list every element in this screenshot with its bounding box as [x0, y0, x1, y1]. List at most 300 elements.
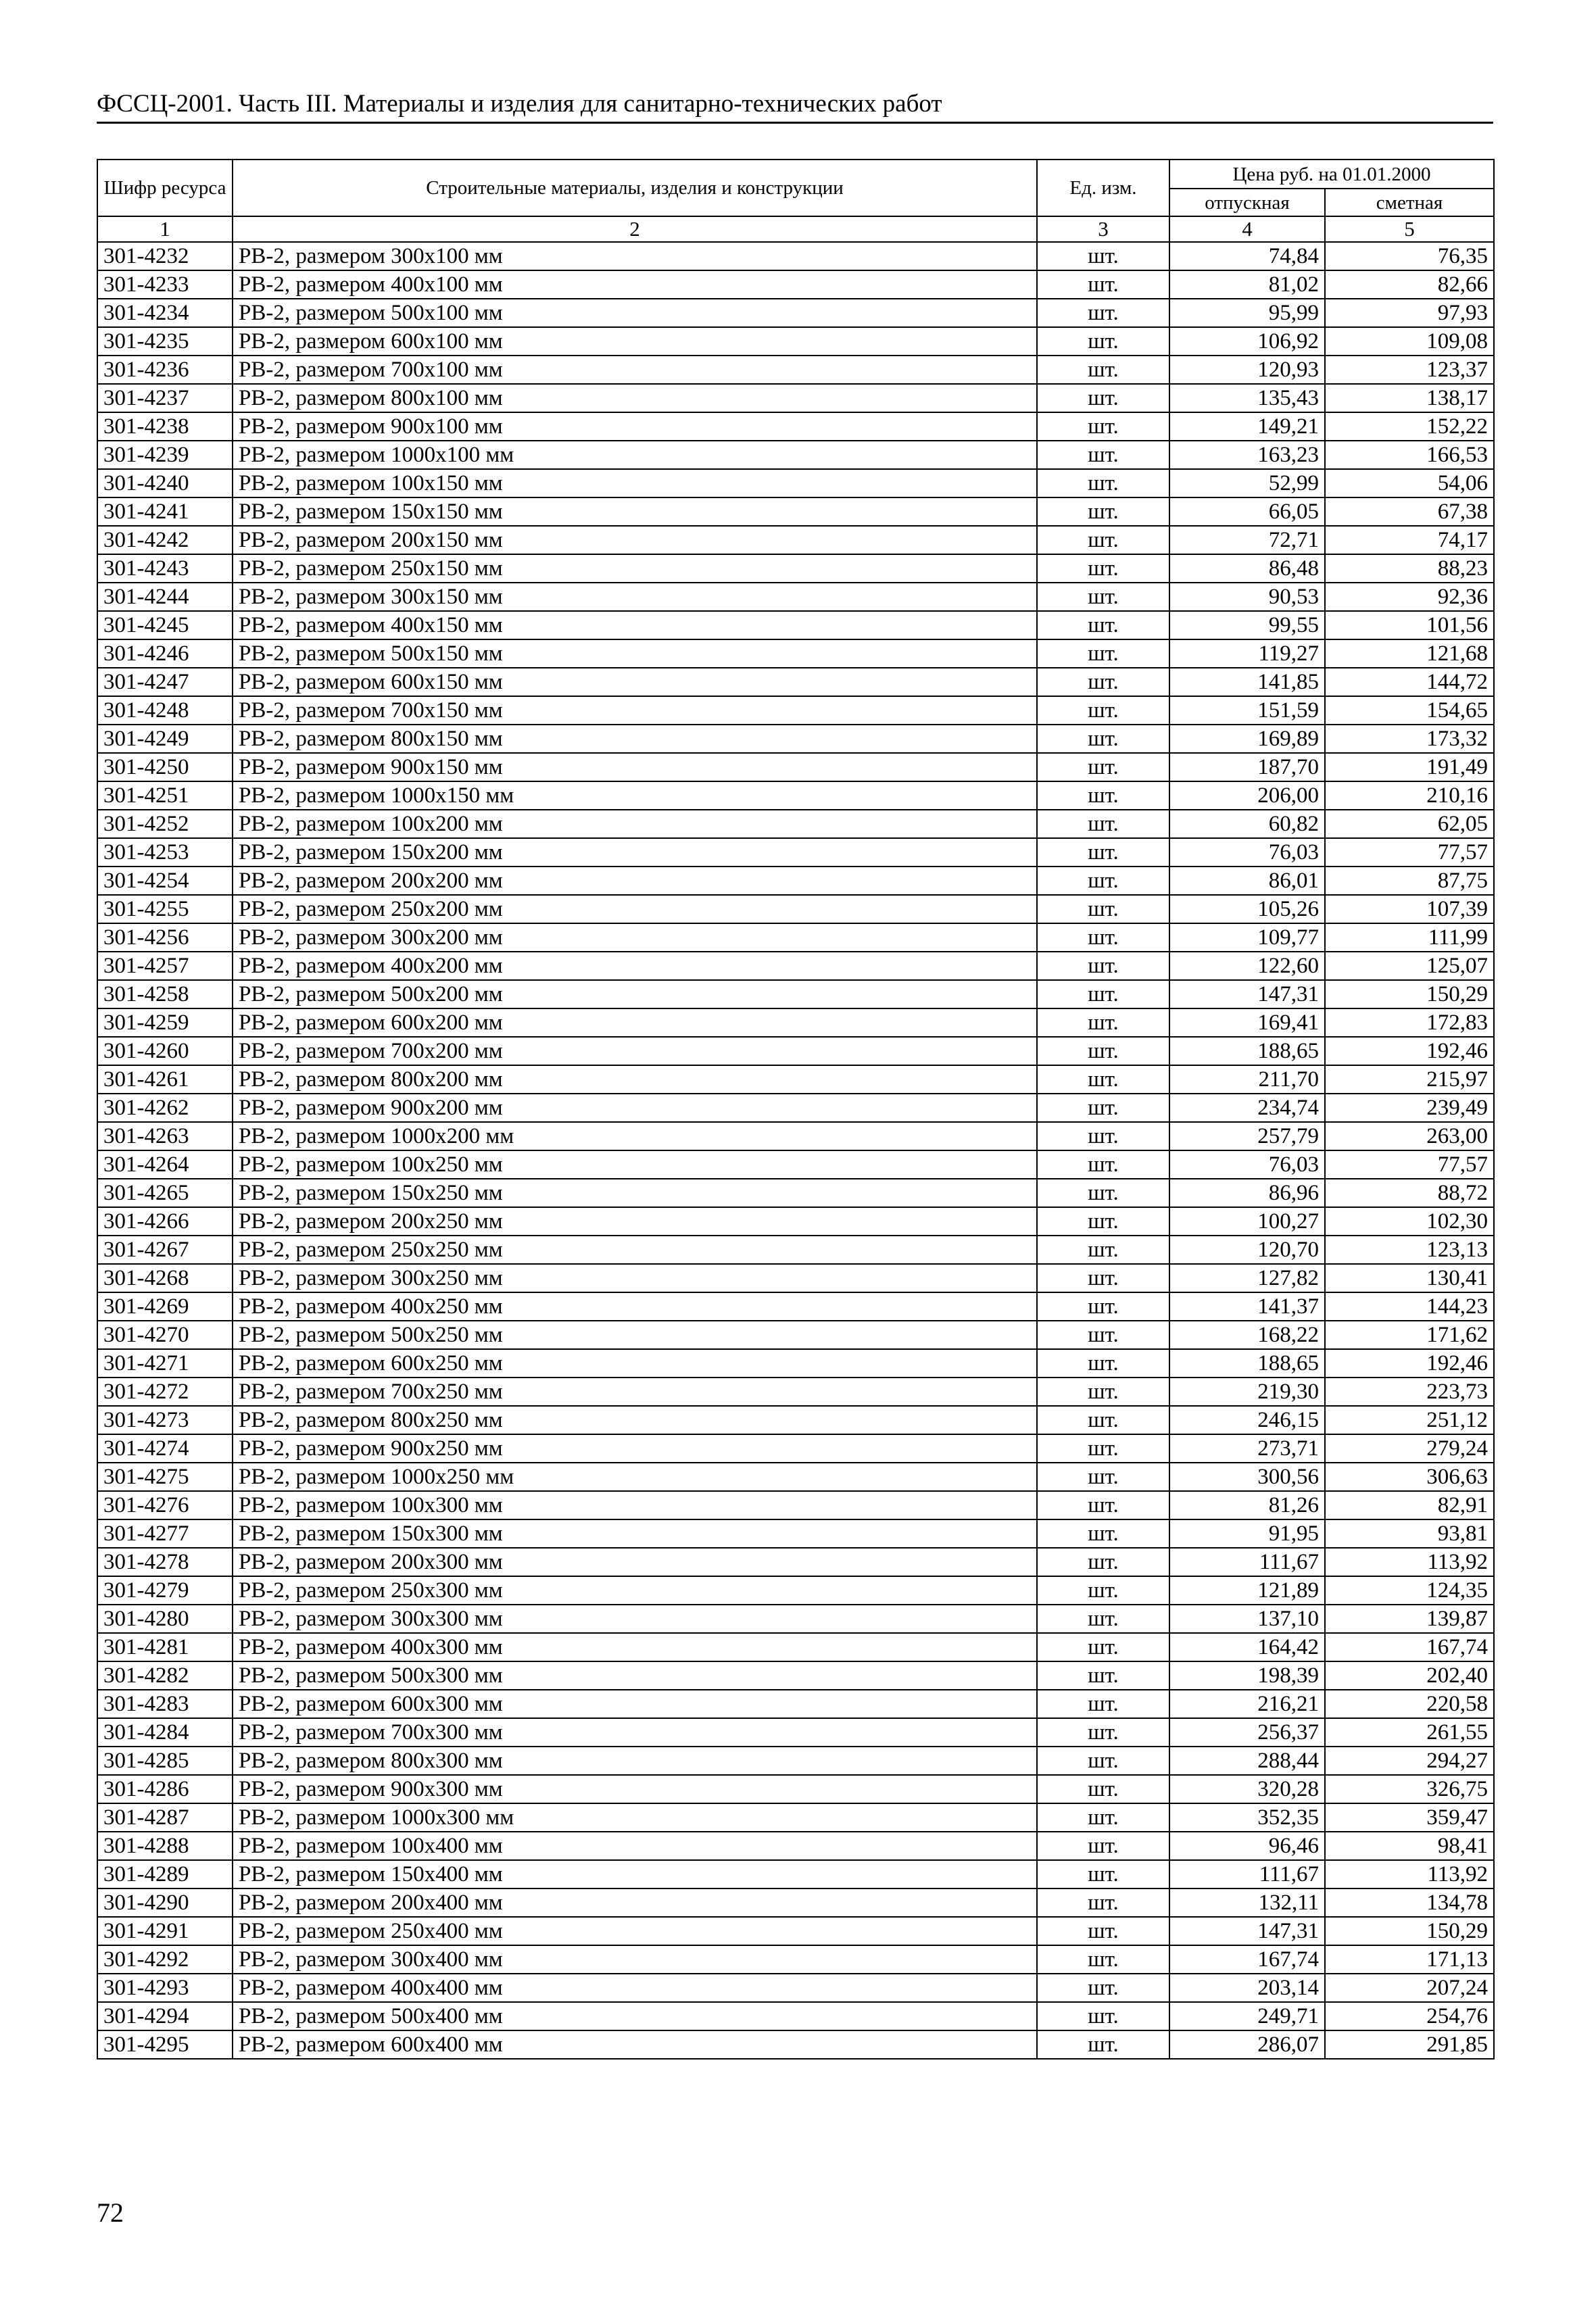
table-row: [97, 696, 1494, 725]
estimate-price: 113,92: [1325, 1860, 1494, 1888]
table-row: [97, 838, 1494, 867]
column-header-code: Шифр ресурса: [97, 160, 233, 216]
material-name: РВ-2, размером 600х250 мм: [233, 1349, 1037, 1378]
release-price: 256,37: [1169, 1718, 1325, 1747]
estimate-price: 191,49: [1325, 753, 1494, 781]
resource-code: 301-4251: [97, 781, 233, 810]
release-price: 74,84: [1169, 242, 1325, 270]
estimate-price: 171,13: [1325, 1945, 1494, 1974]
unit: шт.: [1037, 1775, 1169, 1803]
material-name: РВ-2, размером 300х250 мм: [233, 1264, 1037, 1292]
resource-code: 301-4261: [97, 1065, 233, 1094]
release-price: 119,27: [1169, 639, 1325, 668]
table-row: [97, 867, 1494, 895]
material-name: РВ-2, размером 300х200 мм: [233, 923, 1037, 952]
unit: шт.: [1037, 1434, 1169, 1463]
material-name: РВ-2, размером 250х150 мм: [233, 554, 1037, 583]
unit: шт.: [1037, 1321, 1169, 1349]
resource-code: 301-4249: [97, 725, 233, 753]
material-name: РВ-2, размером 300х100 мм: [233, 242, 1037, 270]
material-name: РВ-2, размером 800х200 мм: [233, 1065, 1037, 1094]
resource-code: 301-4243: [97, 554, 233, 583]
column-header-price: Цена руб. на 01.01.2000: [1169, 160, 1494, 189]
resource-code: 301-4252: [97, 810, 233, 838]
resource-code: 301-4288: [97, 1832, 233, 1860]
resource-code: 301-4255: [97, 895, 233, 923]
material-name: РВ-2, размером 100х400 мм: [233, 1832, 1037, 1860]
estimate-price: 239,49: [1325, 1094, 1494, 1122]
table-row: [97, 1264, 1494, 1292]
release-price: 120,93: [1169, 356, 1325, 384]
material-name: РВ-2, размером 100х150 мм: [233, 469, 1037, 497]
release-price: 86,96: [1169, 1179, 1325, 1207]
estimate-price: 102,30: [1325, 1207, 1494, 1236]
table-row: [97, 1236, 1494, 1264]
material-name: РВ-2, размером 250х200 мм: [233, 895, 1037, 923]
resource-code: 301-4259: [97, 1008, 233, 1037]
release-price: 188,65: [1169, 1037, 1325, 1065]
release-price: 127,82: [1169, 1264, 1325, 1292]
table-row: [97, 1179, 1494, 1207]
resource-code: 301-4283: [97, 1690, 233, 1718]
release-price: 188,65: [1169, 1349, 1325, 1378]
table-row: [97, 1065, 1494, 1094]
unit: шт.: [1037, 583, 1169, 611]
unit: шт.: [1037, 384, 1169, 412]
page-title: ФССЦ-2001. Часть III. Материалы и изделия для санитарно-технических работ: [97, 90, 942, 118]
release-price: 76,03: [1169, 838, 1325, 867]
release-price: 91,95: [1169, 1519, 1325, 1548]
unit: шт.: [1037, 327, 1169, 356]
table-row: [97, 810, 1494, 838]
release-price: 206,00: [1169, 781, 1325, 810]
material-name: РВ-2, размером 400х200 мм: [233, 952, 1037, 980]
release-price: 86,48: [1169, 554, 1325, 583]
resource-code: 301-4278: [97, 1548, 233, 1576]
unit: шт.: [1037, 2002, 1169, 2030]
unit: шт.: [1037, 412, 1169, 441]
material-name: РВ-2, размером 500х150 мм: [233, 639, 1037, 668]
material-name: РВ-2, размером 700х250 мм: [233, 1378, 1037, 1406]
estimate-price: 359,47: [1325, 1803, 1494, 1832]
release-price: 122,60: [1169, 952, 1325, 980]
unit: шт.: [1037, 1519, 1169, 1548]
resource-code: 301-4270: [97, 1321, 233, 1349]
table-row: [97, 1690, 1494, 1718]
estimate-price: 98,41: [1325, 1832, 1494, 1860]
estimate-price: 261,55: [1325, 1718, 1494, 1747]
unit: шт.: [1037, 1548, 1169, 1576]
unit: шт.: [1037, 1406, 1169, 1434]
table-row: [97, 1037, 1494, 1065]
material-name: РВ-2, размером 100х250 мм: [233, 1150, 1037, 1179]
resource-code: 301-4276: [97, 1491, 233, 1519]
table-row: [97, 1803, 1494, 1832]
material-name: РВ-2, размером 300х150 мм: [233, 583, 1037, 611]
table-row: [97, 952, 1494, 980]
unit: шт.: [1037, 1094, 1169, 1122]
unit: шт.: [1037, 980, 1169, 1008]
resource-code: 301-4293: [97, 1974, 233, 2002]
estimate-price: 254,76: [1325, 2002, 1494, 2030]
table-row: [97, 895, 1494, 923]
unit: шт.: [1037, 1945, 1169, 1974]
unit: шт.: [1037, 1236, 1169, 1264]
table-row: [97, 1775, 1494, 1803]
release-price: 121,89: [1169, 1576, 1325, 1605]
price-table-body: [97, 242, 1494, 2059]
unit: шт.: [1037, 1292, 1169, 1321]
estimate-price: 54,06: [1325, 469, 1494, 497]
release-price: 246,15: [1169, 1406, 1325, 1434]
estimate-price: 144,72: [1325, 668, 1494, 696]
page-number: 72: [97, 2197, 124, 2228]
material-name: РВ-2, размером 900х200 мм: [233, 1094, 1037, 1122]
unit: шт.: [1037, 639, 1169, 668]
unit: шт.: [1037, 1803, 1169, 1832]
estimate-price: 251,12: [1325, 1406, 1494, 1434]
estimate-price: 74,17: [1325, 526, 1494, 554]
release-price: 187,70: [1169, 753, 1325, 781]
release-price: 52,99: [1169, 469, 1325, 497]
estimate-price: 92,36: [1325, 583, 1494, 611]
release-price: 60,82: [1169, 810, 1325, 838]
estimate-price: 111,99: [1325, 923, 1494, 952]
unit: шт.: [1037, 554, 1169, 583]
table-row: [97, 2002, 1494, 2030]
estimate-price: 88,23: [1325, 554, 1494, 583]
release-price: 137,10: [1169, 1605, 1325, 1633]
table-row: [97, 1519, 1494, 1548]
material-name: РВ-2, размером 1000х250 мм: [233, 1463, 1037, 1491]
material-name: РВ-2, размером 250х300 мм: [233, 1576, 1037, 1605]
resource-code: 301-4247: [97, 668, 233, 696]
release-price: 81,02: [1169, 270, 1325, 299]
resource-code: 301-4266: [97, 1207, 233, 1236]
estimate-price: 130,41: [1325, 1264, 1494, 1292]
table-row: [97, 1747, 1494, 1775]
resource-code: 301-4286: [97, 1775, 233, 1803]
material-name: РВ-2, размером 200х150 мм: [233, 526, 1037, 554]
table-row: [97, 497, 1494, 526]
release-price: 352,35: [1169, 1803, 1325, 1832]
release-price: 169,41: [1169, 1008, 1325, 1037]
estimate-price: 123,13: [1325, 1236, 1494, 1264]
unit: шт.: [1037, 1718, 1169, 1747]
table-row: [97, 1378, 1494, 1406]
table-row: [97, 1718, 1494, 1747]
material-name: РВ-2, размером 150х300 мм: [233, 1519, 1037, 1548]
unit: шт.: [1037, 356, 1169, 384]
material-name: РВ-2, размером 700х100 мм: [233, 356, 1037, 384]
table-row: [97, 384, 1494, 412]
release-price: 120,70: [1169, 1236, 1325, 1264]
table-row: [97, 1917, 1494, 1945]
resource-code: 301-4275: [97, 1463, 233, 1491]
header-divider: [97, 122, 1493, 124]
material-name: РВ-2, размером 150х150 мм: [233, 497, 1037, 526]
resource-code: 301-4258: [97, 980, 233, 1008]
release-price: 211,70: [1169, 1065, 1325, 1094]
estimate-price: 82,91: [1325, 1491, 1494, 1519]
material-name: РВ-2, размером 1000х200 мм: [233, 1122, 1037, 1150]
release-price: 198,39: [1169, 1661, 1325, 1690]
unit: шт.: [1037, 1747, 1169, 1775]
resource-code: 301-4284: [97, 1718, 233, 1747]
column-header-estimate-price: сметная: [1325, 189, 1494, 216]
release-price: 66,05: [1169, 497, 1325, 526]
unit: шт.: [1037, 696, 1169, 725]
release-price: 141,37: [1169, 1292, 1325, 1321]
estimate-price: 166,53: [1325, 441, 1494, 469]
material-name: РВ-2, размером 100х200 мм: [233, 810, 1037, 838]
unit: шт.: [1037, 1690, 1169, 1718]
release-price: 288,44: [1169, 1747, 1325, 1775]
release-price: 249,71: [1169, 2002, 1325, 2030]
estimate-price: 109,08: [1325, 327, 1494, 356]
unit: шт.: [1037, 1832, 1169, 1860]
resource-code: 301-4239: [97, 441, 233, 469]
material-name: РВ-2, размером 250х400 мм: [233, 1917, 1037, 1945]
release-price: 149,21: [1169, 412, 1325, 441]
table-row: [97, 1548, 1494, 1576]
resource-code: 301-4235: [97, 327, 233, 356]
estimate-price: 263,00: [1325, 1122, 1494, 1150]
unit: шт.: [1037, 1378, 1169, 1406]
resource-code: 301-4254: [97, 867, 233, 895]
resource-code: 301-4241: [97, 497, 233, 526]
table-row: [97, 327, 1494, 356]
material-name: РВ-2, размером 1000х150 мм: [233, 781, 1037, 810]
resource-code: 301-4269: [97, 1292, 233, 1321]
resource-code: 301-4271: [97, 1349, 233, 1378]
material-name: РВ-2, размером 500х200 мм: [233, 980, 1037, 1008]
release-price: 164,42: [1169, 1633, 1325, 1661]
release-price: 90,53: [1169, 583, 1325, 611]
table-row: [97, 1605, 1494, 1633]
table-row: [97, 2030, 1494, 2059]
column-number: 2: [233, 216, 1037, 242]
material-name: РВ-2, размером 700х150 мм: [233, 696, 1037, 725]
table-row: [97, 1633, 1494, 1661]
estimate-price: 97,93: [1325, 299, 1494, 327]
table-row: [97, 242, 1494, 270]
resource-code: 301-4277: [97, 1519, 233, 1548]
resource-code: 301-4289: [97, 1860, 233, 1888]
resource-code: 301-4237: [97, 384, 233, 412]
resource-code: 301-4295: [97, 2030, 233, 2059]
table-row: [97, 753, 1494, 781]
table-row: [97, 1463, 1494, 1491]
table-row: [97, 1406, 1494, 1434]
table-row: [97, 1576, 1494, 1605]
resource-code: 301-4242: [97, 526, 233, 554]
release-price: 167,74: [1169, 1945, 1325, 1974]
unit: шт.: [1037, 895, 1169, 923]
material-name: РВ-2, размером 900х100 мм: [233, 412, 1037, 441]
release-price: 219,30: [1169, 1378, 1325, 1406]
table-row: [97, 1008, 1494, 1037]
resource-code: 301-4290: [97, 1888, 233, 1917]
estimate-price: 306,63: [1325, 1463, 1494, 1491]
release-price: 147,31: [1169, 1917, 1325, 1945]
unit: шт.: [1037, 753, 1169, 781]
release-price: 320,28: [1169, 1775, 1325, 1803]
table-row: [97, 469, 1494, 497]
material-name: РВ-2, размером 400х300 мм: [233, 1633, 1037, 1661]
release-price: 168,22: [1169, 1321, 1325, 1349]
resource-code: 301-4292: [97, 1945, 233, 1974]
unit: шт.: [1037, 1491, 1169, 1519]
table-row: [97, 639, 1494, 668]
resource-code: 301-4285: [97, 1747, 233, 1775]
material-name: РВ-2, размером 500х100 мм: [233, 299, 1037, 327]
resource-code: 301-4272: [97, 1378, 233, 1406]
unit: шт.: [1037, 611, 1169, 639]
table-row: [97, 1349, 1494, 1378]
unit: шт.: [1037, 1860, 1169, 1888]
estimate-price: 125,07: [1325, 952, 1494, 980]
unit: шт.: [1037, 725, 1169, 753]
estimate-price: 150,29: [1325, 980, 1494, 1008]
material-name: РВ-2, размером 150х250 мм: [233, 1179, 1037, 1207]
release-price: 257,79: [1169, 1122, 1325, 1150]
table-row: [97, 299, 1494, 327]
material-name: РВ-2, размером 800х150 мм: [233, 725, 1037, 753]
material-name: РВ-2, размером 500х250 мм: [233, 1321, 1037, 1349]
material-name: РВ-2, размером 800х300 мм: [233, 1747, 1037, 1775]
resource-code: 301-4263: [97, 1122, 233, 1150]
resource-code: 301-4246: [97, 639, 233, 668]
material-name: РВ-2, размером 600х200 мм: [233, 1008, 1037, 1037]
unit: шт.: [1037, 1349, 1169, 1378]
table-row: [97, 441, 1494, 469]
release-price: 135,43: [1169, 384, 1325, 412]
release-price: 86,01: [1169, 867, 1325, 895]
unit: шт.: [1037, 2030, 1169, 2059]
resource-code: 301-4281: [97, 1633, 233, 1661]
release-price: 216,21: [1169, 1690, 1325, 1718]
estimate-price: 138,17: [1325, 384, 1494, 412]
release-price: 111,67: [1169, 1548, 1325, 1576]
release-price: 95,99: [1169, 299, 1325, 327]
release-price: 132,11: [1169, 1888, 1325, 1917]
material-name: РВ-2, размером 100х300 мм: [233, 1491, 1037, 1519]
unit: шт.: [1037, 1008, 1169, 1037]
release-price: 72,71: [1169, 526, 1325, 554]
material-name: РВ-2, размером 400х150 мм: [233, 611, 1037, 639]
table-row: [97, 1491, 1494, 1519]
resource-code: 301-4280: [97, 1605, 233, 1633]
unit: шт.: [1037, 1917, 1169, 1945]
material-name: РВ-2, размером 400х400 мм: [233, 1974, 1037, 2002]
table-row: [97, 668, 1494, 696]
table-row: [97, 526, 1494, 554]
estimate-price: 167,74: [1325, 1633, 1494, 1661]
resource-code: 301-4248: [97, 696, 233, 725]
release-price: 81,26: [1169, 1491, 1325, 1519]
estimate-price: 150,29: [1325, 1917, 1494, 1945]
estimate-price: 192,46: [1325, 1037, 1494, 1065]
estimate-price: 202,40: [1325, 1661, 1494, 1690]
material-name: РВ-2, размером 300х400 мм: [233, 1945, 1037, 1974]
material-name: РВ-2, размером 600х100 мм: [233, 327, 1037, 356]
estimate-price: 210,16: [1325, 781, 1494, 810]
release-price: 203,14: [1169, 1974, 1325, 2002]
unit: шт.: [1037, 923, 1169, 952]
resource-code: 301-4236: [97, 356, 233, 384]
material-name: РВ-2, размером 1000х300 мм: [233, 1803, 1037, 1832]
table-row: [97, 356, 1494, 384]
resource-code: 301-4233: [97, 270, 233, 299]
material-name: РВ-2, размером 600х400 мм: [233, 2030, 1037, 2059]
resource-code: 301-4232: [97, 242, 233, 270]
estimate-price: 152,22: [1325, 412, 1494, 441]
table-row: [97, 725, 1494, 753]
resource-code: 301-4256: [97, 923, 233, 952]
unit: шт.: [1037, 526, 1169, 554]
material-name: РВ-2, размером 200х400 мм: [233, 1888, 1037, 1917]
table-row: [97, 1974, 1494, 2002]
estimate-price: 107,39: [1325, 895, 1494, 923]
unit: шт.: [1037, 1122, 1169, 1150]
estimate-price: 215,97: [1325, 1065, 1494, 1094]
table-row: [97, 781, 1494, 810]
estimate-price: 82,66: [1325, 270, 1494, 299]
estimate-price: 101,56: [1325, 611, 1494, 639]
unit: шт.: [1037, 270, 1169, 299]
estimate-price: 223,73: [1325, 1378, 1494, 1406]
material-name: РВ-2, размером 800х250 мм: [233, 1406, 1037, 1434]
release-price: 99,55: [1169, 611, 1325, 639]
column-header-name: Строительные материалы, изделия и конструкции: [233, 160, 1037, 216]
release-price: 106,92: [1169, 327, 1325, 356]
release-price: 163,23: [1169, 441, 1325, 469]
material-name: РВ-2, размером 800х100 мм: [233, 384, 1037, 412]
estimate-price: 207,24: [1325, 1974, 1494, 2002]
column-header-release-price: отпускная: [1169, 189, 1325, 216]
material-name: РВ-2, размером 200х200 мм: [233, 867, 1037, 895]
resource-code: 301-4267: [97, 1236, 233, 1264]
table-row: [97, 1122, 1494, 1150]
release-price: 141,85: [1169, 668, 1325, 696]
unit: шт.: [1037, 668, 1169, 696]
release-price: 76,03: [1169, 1150, 1325, 1179]
release-price: 151,59: [1169, 696, 1325, 725]
material-name: РВ-2, размером 150х400 мм: [233, 1860, 1037, 1888]
table-row: [97, 1888, 1494, 1917]
column-number: 4: [1169, 216, 1325, 242]
estimate-price: 121,68: [1325, 639, 1494, 668]
material-name: РВ-2, размером 400х100 мм: [233, 270, 1037, 299]
estimate-price: 294,27: [1325, 1747, 1494, 1775]
release-price: 169,89: [1169, 725, 1325, 753]
release-price: 300,56: [1169, 1463, 1325, 1491]
table-row: [97, 1661, 1494, 1690]
unit: шт.: [1037, 952, 1169, 980]
material-name: РВ-2, размером 700х300 мм: [233, 1718, 1037, 1747]
table-row: [97, 583, 1494, 611]
unit: шт.: [1037, 1463, 1169, 1491]
estimate-price: 76,35: [1325, 242, 1494, 270]
estimate-price: 171,62: [1325, 1321, 1494, 1349]
material-name: РВ-2, размером 1000х100 мм: [233, 441, 1037, 469]
estimate-price: 291,85: [1325, 2030, 1494, 2059]
estimate-price: 88,72: [1325, 1179, 1494, 1207]
column-header-unit: Ед. изм.: [1037, 160, 1169, 216]
table-row: [97, 1094, 1494, 1122]
resource-code: 301-4264: [97, 1150, 233, 1179]
